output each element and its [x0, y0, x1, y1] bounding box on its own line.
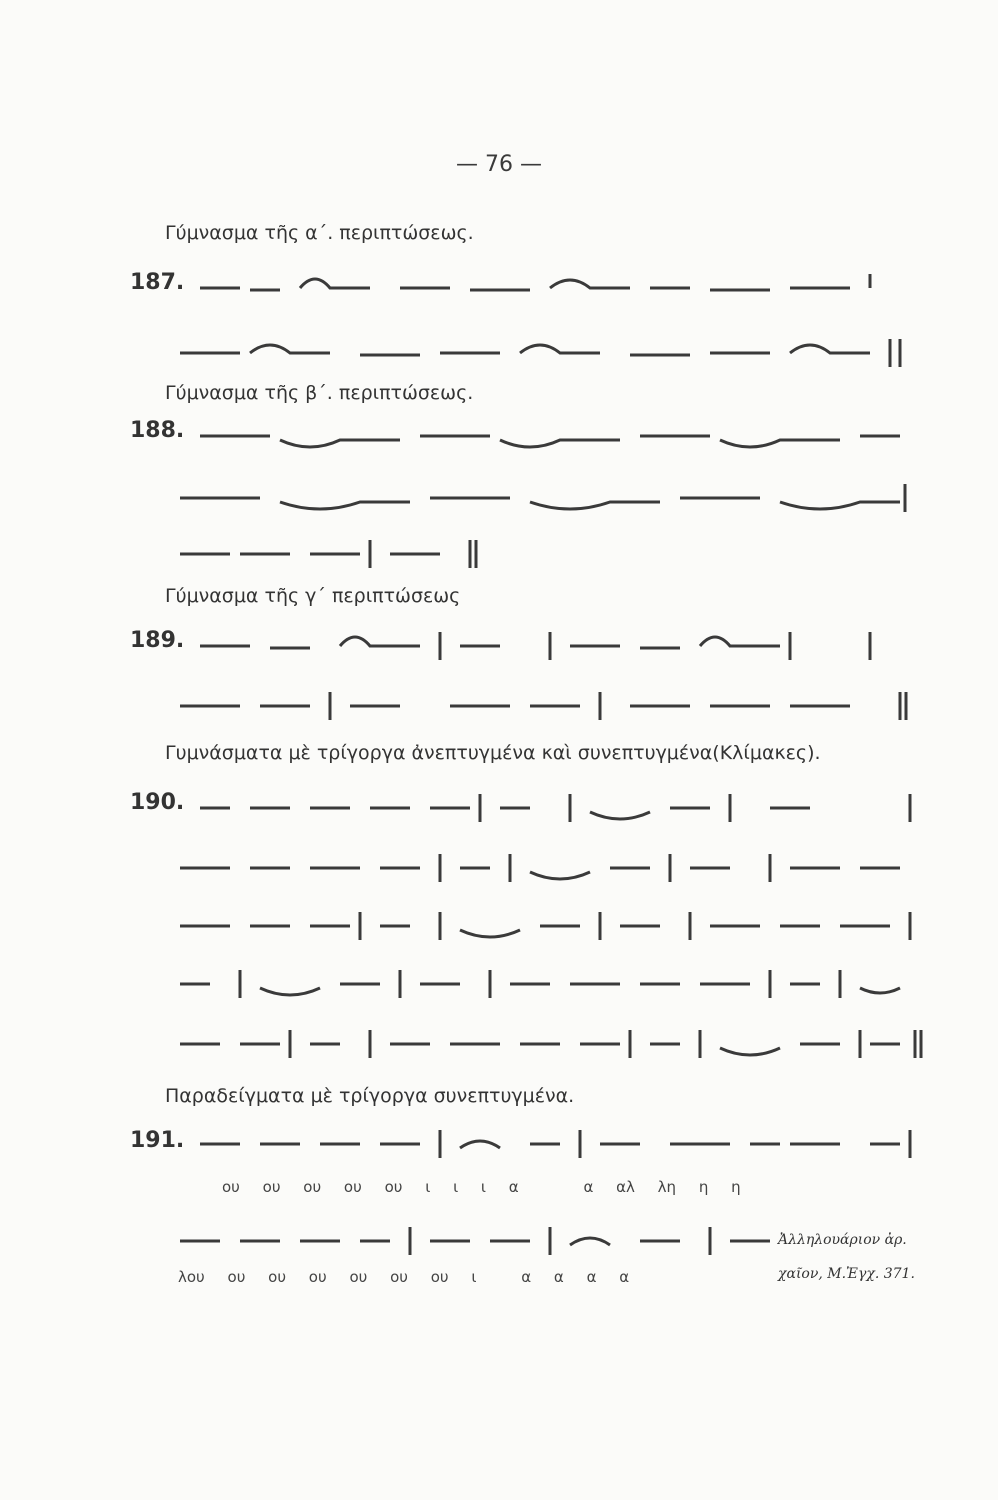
exercise-number-190: 190. [130, 790, 185, 815]
lyrics-line-2 [178, 1268, 647, 1286]
heading-exercise-case-2: Γύμνασμα τῆς β΄. περιπτώσεως. [165, 382, 474, 404]
notation-line-190-1 [170, 782, 930, 842]
heading-exercise-case-3: Γύμνασμα τῆς γ΄ περιπτώσεως [165, 585, 461, 607]
notation-line-190-4 [170, 958, 930, 1018]
syllable: ου [343, 1178, 362, 1196]
syllable: ου [430, 1268, 449, 1286]
notation-line-187-2 [170, 327, 930, 387]
notation-line-188-2 [170, 472, 930, 532]
lyrics-line-1 [222, 1178, 759, 1196]
exercise-number-191: 191. [130, 1128, 185, 1153]
syllable: ου [384, 1178, 403, 1196]
syllable: αλ [616, 1178, 635, 1196]
heading-exercise-case-1: Γύμνασμα τῆς α΄. περιπτώσεως. [165, 222, 474, 244]
syllable: ι [425, 1178, 431, 1196]
syllable: α [508, 1178, 519, 1196]
syllable: ου [268, 1268, 287, 1286]
exercise-number-189: 189. [130, 628, 185, 653]
syllable: η [731, 1178, 741, 1196]
notation-line-188-3 [170, 528, 590, 588]
syllable: ου [308, 1268, 327, 1286]
syllable: λη [657, 1178, 677, 1196]
syllable: η [698, 1178, 709, 1196]
syllable: ι [471, 1268, 477, 1286]
notation-line-187-1 [170, 262, 930, 322]
notation-line-191-2 [170, 1215, 770, 1275]
syllable: α [553, 1268, 564, 1286]
syllable: ου [303, 1178, 322, 1196]
syllable: ι [480, 1178, 486, 1196]
notation-line-189-2 [170, 680, 930, 740]
heading-examples-compressed: Παραδείγματα μὲ τρίγοργα συνεπτυγμένα. [165, 1085, 575, 1107]
syllable: ου [349, 1268, 368, 1286]
syllable: ου [222, 1178, 240, 1196]
notation-line-190-3 [170, 900, 930, 960]
exercise-number-187: 187. [130, 270, 185, 295]
syllable: α [583, 1178, 594, 1196]
exercise-number-188: 188. [130, 418, 185, 443]
heading-scales-exercises: Γυμνάσματα μὲ τρίγοργα ἀνεπτυγμένα καὶ συνεπτυγμένα(Κλίμακες). [165, 742, 821, 764]
notation-line-190-2 [170, 842, 930, 902]
syllable: α [521, 1268, 532, 1286]
notation-line-189-1 [170, 620, 930, 680]
source-reference-line-2: χαῖον, Μ.Ἐγχ. 371. [778, 1266, 915, 1282]
syllable: λου [178, 1268, 205, 1286]
page-number: — 76 — [456, 152, 542, 177]
syllable: ι [453, 1178, 459, 1196]
notation-line-188-1 [170, 410, 930, 470]
source-reference-line-1: Ἀλληλουάριον ἀρ. [778, 1232, 907, 1248]
syllable: α [586, 1268, 597, 1286]
syllable: α [619, 1268, 630, 1286]
notation-line-190-5 [170, 1018, 930, 1078]
syllable: ου [390, 1268, 408, 1286]
notation-line-191-1 [170, 1118, 930, 1178]
syllable: ου [262, 1178, 281, 1196]
syllable: ου [227, 1268, 246, 1286]
